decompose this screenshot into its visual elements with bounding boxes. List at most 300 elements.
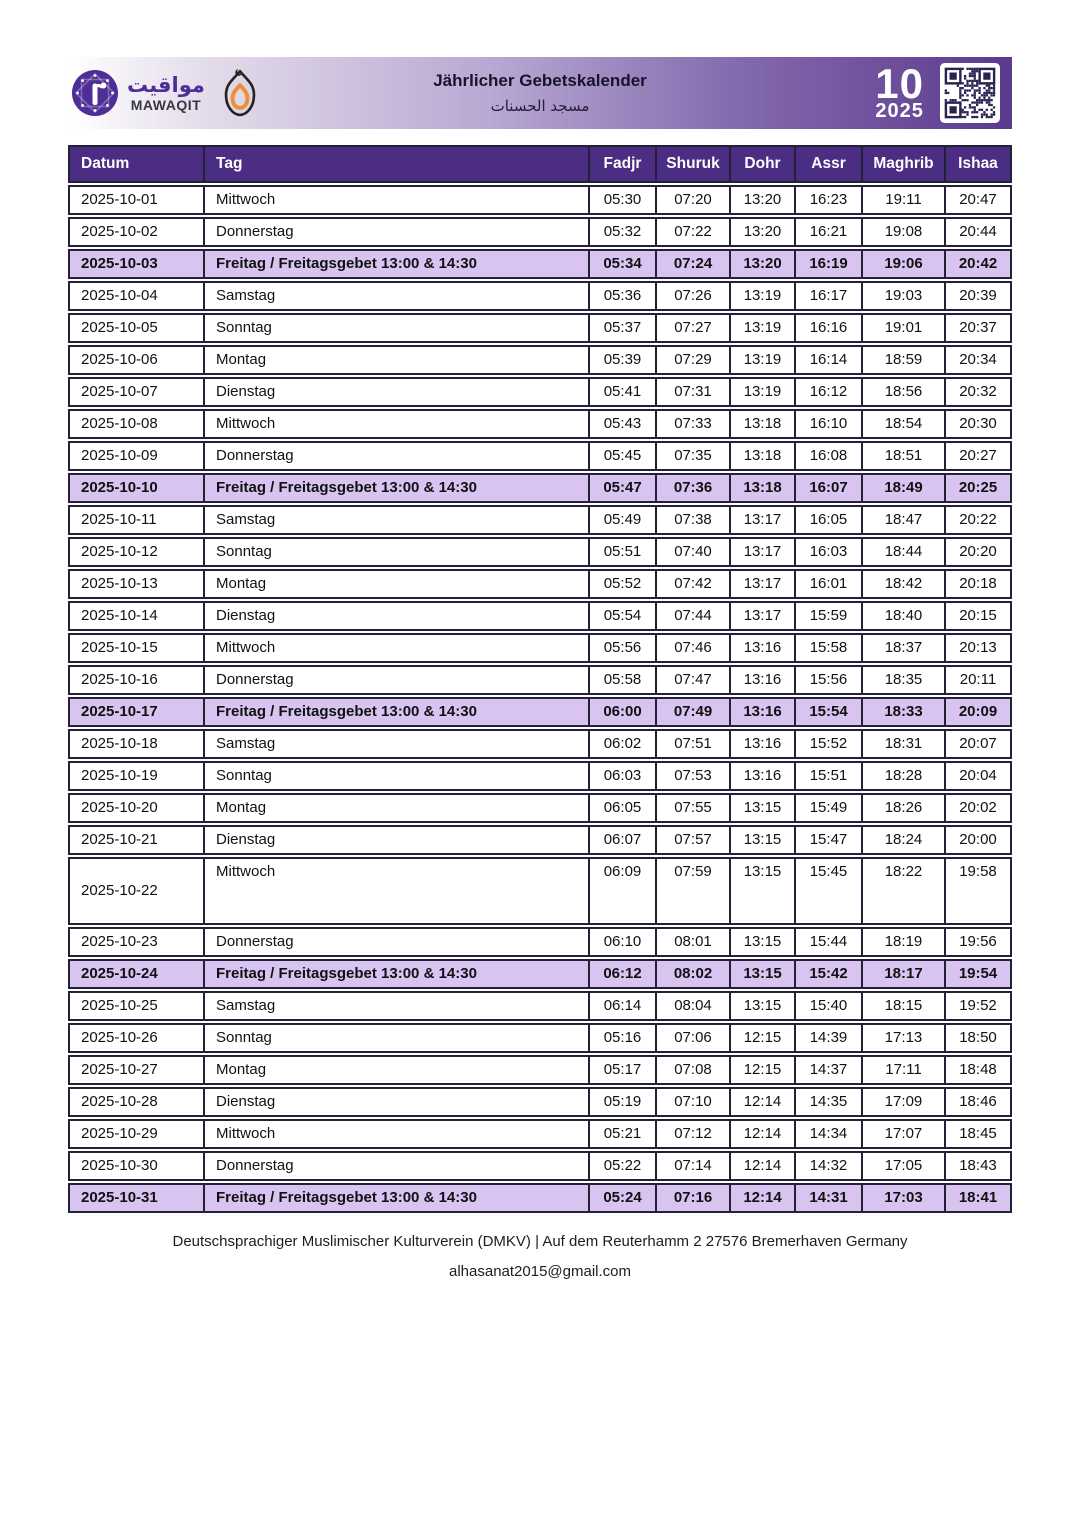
assr-cell: 14:34 bbox=[796, 1119, 863, 1149]
dohr-cell: 13:15 bbox=[731, 825, 796, 855]
mawaqit-arabic-wordmark: مواقيت bbox=[127, 72, 205, 97]
ishaa-cell: 18:45 bbox=[946, 1119, 1012, 1149]
col-header-shuruk: Shuruk bbox=[657, 145, 731, 183]
ishaa-cell: 20:20 bbox=[946, 537, 1012, 567]
col-header-fadjr: Fadjr bbox=[590, 145, 657, 183]
header-left-group bbox=[72, 65, 261, 121]
day-cell: Donnerstag bbox=[205, 665, 590, 695]
date-cell: 2025-10-26 bbox=[68, 1023, 205, 1053]
maghrib-cell: 19:06 bbox=[863, 249, 946, 279]
day-cell: Samstag bbox=[205, 729, 590, 759]
dohr-cell: 13:16 bbox=[731, 633, 796, 663]
col-header-assr: Assr bbox=[796, 145, 863, 183]
dohr-cell: 13:15 bbox=[731, 959, 796, 989]
maghrib-cell: 17:03 bbox=[863, 1183, 946, 1213]
dohr-cell: 13:18 bbox=[731, 441, 796, 471]
day-cell: Freitag / Freitagsgebet 13:00 & 14:30 bbox=[205, 473, 590, 503]
maghrib-cell: 18:49 bbox=[863, 473, 946, 503]
fadjr-cell: 05:37 bbox=[590, 313, 657, 343]
header-right-group bbox=[875, 59, 1000, 123]
table-row bbox=[68, 1087, 1012, 1117]
date-cell: 2025-10-13 bbox=[68, 569, 205, 599]
date-cell: 2025-10-07 bbox=[68, 377, 205, 407]
date-cell: 2025-10-11 bbox=[68, 505, 205, 535]
ishaa-cell: 19:54 bbox=[946, 959, 1012, 989]
year-number: 2025 bbox=[875, 100, 924, 123]
maghrib-cell: 19:08 bbox=[863, 217, 946, 247]
fadjr-cell: 05:30 bbox=[590, 185, 657, 215]
shuruk-cell: 07:55 bbox=[657, 793, 731, 823]
maghrib-cell: 18:15 bbox=[863, 991, 946, 1021]
day-cell: Montag bbox=[205, 345, 590, 375]
ishaa-cell: 19:52 bbox=[946, 991, 1012, 1021]
table-row bbox=[68, 927, 1012, 957]
shuruk-cell: 07:42 bbox=[657, 569, 731, 599]
dohr-cell: 13:19 bbox=[731, 345, 796, 375]
table-row bbox=[68, 313, 1012, 343]
date-cell: 2025-10-18 bbox=[68, 729, 205, 759]
date-cell: 2025-10-19 bbox=[68, 761, 205, 791]
date-cell: 2025-10-08 bbox=[68, 409, 205, 439]
shuruk-cell: 07:38 bbox=[657, 505, 731, 535]
date-cell: 2025-10-28 bbox=[68, 1087, 205, 1117]
table-row bbox=[68, 537, 1012, 567]
assr-cell: 15:52 bbox=[796, 729, 863, 759]
mosque-icon bbox=[219, 65, 261, 121]
fadjr-cell: 06:10 bbox=[590, 927, 657, 957]
ishaa-cell: 20:44 bbox=[946, 217, 1012, 247]
fadjr-cell: 06:07 bbox=[590, 825, 657, 855]
assr-cell: 16:16 bbox=[796, 313, 863, 343]
date-cell: 2025-10-09 bbox=[68, 441, 205, 471]
fadjr-cell: 05:43 bbox=[590, 409, 657, 439]
fadjr-cell: 06:12 bbox=[590, 959, 657, 989]
date-cell: 2025-10-05 bbox=[68, 313, 205, 343]
shuruk-cell: 07:47 bbox=[657, 665, 731, 695]
footer-email: alhasanat2015@gmail.com bbox=[449, 1263, 631, 1280]
maghrib-cell: 17:05 bbox=[863, 1151, 946, 1181]
day-cell: Sonntag bbox=[205, 313, 590, 343]
dohr-cell: 13:19 bbox=[731, 313, 796, 343]
ishaa-cell: 20:25 bbox=[946, 473, 1012, 503]
date-cell: 2025-10-27 bbox=[68, 1055, 205, 1085]
ishaa-cell: 20:37 bbox=[946, 313, 1012, 343]
ishaa-cell: 20:34 bbox=[946, 345, 1012, 375]
shuruk-cell: 07:46 bbox=[657, 633, 731, 663]
fadjr-cell: 05:39 bbox=[590, 345, 657, 375]
day-cell: Freitag / Freitagsgebet 13:00 & 14:30 bbox=[205, 697, 590, 727]
fadjr-cell: 05:54 bbox=[590, 601, 657, 631]
fadjr-cell: 06:00 bbox=[590, 697, 657, 727]
shuruk-cell: 07:14 bbox=[657, 1151, 731, 1181]
day-cell: Donnerstag bbox=[205, 441, 590, 471]
ishaa-cell: 18:46 bbox=[946, 1087, 1012, 1117]
dohr-cell: 13:16 bbox=[731, 665, 796, 695]
ishaa-cell: 18:48 bbox=[946, 1055, 1012, 1085]
table-row bbox=[68, 857, 1012, 925]
col-header-maghrib: Maghrib bbox=[863, 145, 946, 183]
table-row bbox=[68, 959, 1012, 989]
ishaa-cell: 18:43 bbox=[946, 1151, 1012, 1181]
assr-cell: 15:40 bbox=[796, 991, 863, 1021]
assr-cell: 15:47 bbox=[796, 825, 863, 855]
dohr-cell: 13:17 bbox=[731, 601, 796, 631]
day-cell: Dienstag bbox=[205, 1087, 590, 1117]
date-cell: 2025-10-03 bbox=[68, 249, 205, 279]
footer bbox=[68, 1233, 1012, 1280]
dohr-cell: 13:16 bbox=[731, 761, 796, 791]
assr-cell: 14:35 bbox=[796, 1087, 863, 1117]
fadjr-cell: 05:52 bbox=[590, 569, 657, 599]
col-header-datum: Datum bbox=[68, 145, 205, 183]
maghrib-cell: 18:22 bbox=[863, 857, 946, 925]
dohr-cell: 13:18 bbox=[731, 473, 796, 503]
dohr-cell: 13:15 bbox=[731, 857, 796, 925]
maghrib-cell: 19:03 bbox=[863, 281, 946, 311]
ishaa-cell: 20:39 bbox=[946, 281, 1012, 311]
maghrib-cell: 18:47 bbox=[863, 505, 946, 535]
shuruk-cell: 07:35 bbox=[657, 441, 731, 471]
fadjr-cell: 05:56 bbox=[590, 633, 657, 663]
dohr-cell: 13:17 bbox=[731, 569, 796, 599]
ishaa-cell: 20:04 bbox=[946, 761, 1012, 791]
maghrib-cell: 19:11 bbox=[863, 185, 946, 215]
maghrib-cell: 18:44 bbox=[863, 537, 946, 567]
assr-cell: 15:59 bbox=[796, 601, 863, 631]
maghrib-cell: 18:35 bbox=[863, 665, 946, 695]
assr-cell: 14:32 bbox=[796, 1151, 863, 1181]
fadjr-cell: 05:32 bbox=[590, 217, 657, 247]
table-row bbox=[68, 665, 1012, 695]
day-cell: Mittwoch bbox=[205, 857, 590, 925]
table-row bbox=[68, 697, 1012, 727]
assr-cell: 16:05 bbox=[796, 505, 863, 535]
col-header-tag: Tag bbox=[205, 145, 590, 183]
shuruk-cell: 07:16 bbox=[657, 1183, 731, 1213]
table-row bbox=[68, 991, 1012, 1021]
ishaa-cell: 20:07 bbox=[946, 729, 1012, 759]
table-row bbox=[68, 473, 1012, 503]
shuruk-cell: 07:20 bbox=[657, 185, 731, 215]
ishaa-cell: 18:50 bbox=[946, 1023, 1012, 1053]
assr-cell: 16:12 bbox=[796, 377, 863, 407]
maghrib-cell: 17:07 bbox=[863, 1119, 946, 1149]
day-cell: Freitag / Freitagsgebet 13:00 & 14:30 bbox=[205, 249, 590, 279]
maghrib-cell: 18:56 bbox=[863, 377, 946, 407]
assr-cell: 14:39 bbox=[796, 1023, 863, 1053]
shuruk-cell: 07:29 bbox=[657, 345, 731, 375]
shuruk-cell: 07:26 bbox=[657, 281, 731, 311]
ishaa-cell: 19:58 bbox=[946, 857, 1012, 925]
date-cell: 2025-10-20 bbox=[68, 793, 205, 823]
day-cell: Mittwoch bbox=[205, 185, 590, 215]
mawaqit-brand bbox=[72, 70, 205, 116]
fadjr-cell: 06:03 bbox=[590, 761, 657, 791]
day-cell: Freitag / Freitagsgebet 13:00 & 14:30 bbox=[205, 959, 590, 989]
assr-cell: 16:07 bbox=[796, 473, 863, 503]
dohr-cell: 13:17 bbox=[731, 537, 796, 567]
assr-cell: 16:21 bbox=[796, 217, 863, 247]
dohr-cell: 13:18 bbox=[731, 409, 796, 439]
assr-cell: 15:49 bbox=[796, 793, 863, 823]
table-row bbox=[68, 409, 1012, 439]
day-cell: Freitag / Freitagsgebet 13:00 & 14:30 bbox=[205, 1183, 590, 1213]
fadjr-cell: 05:34 bbox=[590, 249, 657, 279]
dohr-cell: 12:14 bbox=[731, 1119, 796, 1149]
shuruk-cell: 07:40 bbox=[657, 537, 731, 567]
fadjr-cell: 05:16 bbox=[590, 1023, 657, 1053]
table-row bbox=[68, 1119, 1012, 1149]
day-cell: Montag bbox=[205, 1055, 590, 1085]
col-header-dohr: Dohr bbox=[731, 145, 796, 183]
shuruk-cell: 07:27 bbox=[657, 313, 731, 343]
table-row bbox=[68, 793, 1012, 823]
date-cell: 2025-10-12 bbox=[68, 537, 205, 567]
date-cell: 2025-10-31 bbox=[68, 1183, 205, 1213]
assr-cell: 15:58 bbox=[796, 633, 863, 663]
day-cell: Dienstag bbox=[205, 825, 590, 855]
day-cell: Donnerstag bbox=[205, 927, 590, 957]
assr-cell: 16:23 bbox=[796, 185, 863, 215]
table-row bbox=[68, 185, 1012, 215]
maghrib-cell: 18:33 bbox=[863, 697, 946, 727]
shuruk-cell: 07:49 bbox=[657, 697, 731, 727]
assr-cell: 16:03 bbox=[796, 537, 863, 567]
assr-cell: 15:51 bbox=[796, 761, 863, 791]
ishaa-cell: 20:13 bbox=[946, 633, 1012, 663]
date-cell: 2025-10-02 bbox=[68, 217, 205, 247]
fadjr-cell: 05:17 bbox=[590, 1055, 657, 1085]
prayer-times-table bbox=[68, 143, 1012, 1215]
dohr-cell: 13:20 bbox=[731, 185, 796, 215]
dohr-cell: 12:14 bbox=[731, 1151, 796, 1181]
shuruk-cell: 07:53 bbox=[657, 761, 731, 791]
assr-cell: 16:14 bbox=[796, 345, 863, 375]
mawaqit-latin-wordmark: MAWAQIT bbox=[130, 96, 202, 113]
assr-cell: 16:19 bbox=[796, 249, 863, 279]
ishaa-cell: 20:00 bbox=[946, 825, 1012, 855]
shuruk-cell: 08:02 bbox=[657, 959, 731, 989]
dohr-cell: 13:20 bbox=[731, 249, 796, 279]
maghrib-cell: 18:24 bbox=[863, 825, 946, 855]
dohr-cell: 13:15 bbox=[731, 991, 796, 1021]
shuruk-cell: 07:51 bbox=[657, 729, 731, 759]
assr-cell: 15:42 bbox=[796, 959, 863, 989]
fadjr-cell: 05:36 bbox=[590, 281, 657, 311]
maghrib-cell: 19:01 bbox=[863, 313, 946, 343]
shuruk-cell: 07:57 bbox=[657, 825, 731, 855]
dohr-cell: 12:15 bbox=[731, 1055, 796, 1085]
shuruk-cell: 07:33 bbox=[657, 409, 731, 439]
ishaa-cell: 20:22 bbox=[946, 505, 1012, 535]
ishaa-cell: 20:09 bbox=[946, 697, 1012, 727]
dohr-cell: 13:15 bbox=[731, 793, 796, 823]
day-cell: Donnerstag bbox=[205, 1151, 590, 1181]
assr-cell: 15:54 bbox=[796, 697, 863, 727]
shuruk-cell: 07:36 bbox=[657, 473, 731, 503]
table-row bbox=[68, 505, 1012, 535]
table-row bbox=[68, 1183, 1012, 1213]
dohr-cell: 12:14 bbox=[731, 1087, 796, 1117]
shuruk-cell: 07:31 bbox=[657, 377, 731, 407]
assr-cell: 15:45 bbox=[796, 857, 863, 925]
col-header-ishaa: Ishaa bbox=[946, 145, 1012, 183]
assr-cell: 14:37 bbox=[796, 1055, 863, 1085]
ishaa-cell: 20:30 bbox=[946, 409, 1012, 439]
shuruk-cell: 07:10 bbox=[657, 1087, 731, 1117]
shuruk-cell: 07:08 bbox=[657, 1055, 731, 1085]
header-band bbox=[68, 57, 1012, 129]
day-cell: Samstag bbox=[205, 991, 590, 1021]
dohr-cell: 12:15 bbox=[731, 1023, 796, 1053]
table-row bbox=[68, 249, 1012, 279]
maghrib-cell: 18:51 bbox=[863, 441, 946, 471]
shuruk-cell: 08:01 bbox=[657, 927, 731, 957]
shuruk-cell: 07:24 bbox=[657, 249, 731, 279]
ishaa-cell: 20:42 bbox=[946, 249, 1012, 279]
assr-cell: 16:10 bbox=[796, 409, 863, 439]
fadjr-cell: 05:21 bbox=[590, 1119, 657, 1149]
mosque-name-arabic: مسجد الحسنات bbox=[490, 97, 590, 115]
date-cell: 2025-10-10 bbox=[68, 473, 205, 503]
date-cell: 2025-10-29 bbox=[68, 1119, 205, 1149]
assr-cell: 16:08 bbox=[796, 441, 863, 471]
fadjr-cell: 05:22 bbox=[590, 1151, 657, 1181]
dohr-cell: 13:15 bbox=[731, 927, 796, 957]
table-row bbox=[68, 761, 1012, 791]
maghrib-cell: 18:37 bbox=[863, 633, 946, 663]
fadjr-cell: 06:14 bbox=[590, 991, 657, 1021]
fadjr-cell: 05:58 bbox=[590, 665, 657, 695]
fadjr-cell: 05:41 bbox=[590, 377, 657, 407]
day-cell: Mittwoch bbox=[205, 633, 590, 663]
page-title: Jährlicher Gebetskalender bbox=[433, 71, 647, 90]
assr-cell: 16:17 bbox=[796, 281, 863, 311]
table-row bbox=[68, 1023, 1012, 1053]
day-cell: Samstag bbox=[205, 281, 590, 311]
day-cell: Dienstag bbox=[205, 377, 590, 407]
fadjr-cell: 05:19 bbox=[590, 1087, 657, 1117]
maghrib-cell: 18:54 bbox=[863, 409, 946, 439]
mawaqit-logo-icon bbox=[72, 70, 118, 116]
date-cell: 2025-10-04 bbox=[68, 281, 205, 311]
qr-code bbox=[940, 63, 1000, 123]
dohr-cell: 13:19 bbox=[731, 281, 796, 311]
table-row bbox=[68, 217, 1012, 247]
date-cell: 2025-10-06 bbox=[68, 345, 205, 375]
fadjr-cell: 06:05 bbox=[590, 793, 657, 823]
fadjr-cell: 05:24 bbox=[590, 1183, 657, 1213]
mawaqit-wordmark bbox=[127, 72, 205, 113]
date-cell: 2025-10-24 bbox=[68, 959, 205, 989]
footer-organization-address: Deutschsprachiger Muslimischer Kulturverein (DMKV) | Auf dem Reuterhamm 2 27576 Bremerhaven Germany bbox=[172, 1233, 908, 1250]
table-row bbox=[68, 825, 1012, 855]
day-cell: Mittwoch bbox=[205, 409, 590, 439]
dohr-cell: 13:20 bbox=[731, 217, 796, 247]
dohr-cell: 13:17 bbox=[731, 505, 796, 535]
maghrib-cell: 17:11 bbox=[863, 1055, 946, 1085]
date-cell: 2025-10-25 bbox=[68, 991, 205, 1021]
maghrib-cell: 18:17 bbox=[863, 959, 946, 989]
assr-cell: 14:31 bbox=[796, 1183, 863, 1213]
fadjr-cell: 05:47 bbox=[590, 473, 657, 503]
month-year-block bbox=[875, 59, 924, 123]
shuruk-cell: 08:04 bbox=[657, 991, 731, 1021]
assr-cell: 15:44 bbox=[796, 927, 863, 957]
day-cell: Mittwoch bbox=[205, 1119, 590, 1149]
maghrib-cell: 18:19 bbox=[863, 927, 946, 957]
fadjr-cell: 05:49 bbox=[590, 505, 657, 535]
fadjr-cell: 05:51 bbox=[590, 537, 657, 567]
shuruk-cell: 07:06 bbox=[657, 1023, 731, 1053]
table-row bbox=[68, 281, 1012, 311]
date-cell: 2025-10-16 bbox=[68, 665, 205, 695]
date-cell: 2025-10-23 bbox=[68, 927, 205, 957]
ishaa-cell: 19:56 bbox=[946, 927, 1012, 957]
maghrib-cell: 18:42 bbox=[863, 569, 946, 599]
table-row bbox=[68, 441, 1012, 471]
date-cell: 2025-10-22 bbox=[68, 857, 205, 925]
ishaa-cell: 20:15 bbox=[946, 601, 1012, 631]
date-cell: 2025-10-21 bbox=[68, 825, 205, 855]
fadjr-cell: 05:45 bbox=[590, 441, 657, 471]
day-cell: Dienstag bbox=[205, 601, 590, 631]
header-title-block bbox=[433, 71, 647, 115]
dohr-cell: 13:19 bbox=[731, 377, 796, 407]
maghrib-cell: 18:31 bbox=[863, 729, 946, 759]
ishaa-cell: 20:11 bbox=[946, 665, 1012, 695]
ishaa-cell: 20:27 bbox=[946, 441, 1012, 471]
fadjr-cell: 06:02 bbox=[590, 729, 657, 759]
maghrib-cell: 18:40 bbox=[863, 601, 946, 631]
ishaa-cell: 20:18 bbox=[946, 569, 1012, 599]
fadjr-cell: 06:09 bbox=[590, 857, 657, 925]
dohr-cell: 13:16 bbox=[731, 697, 796, 727]
day-cell: Samstag bbox=[205, 505, 590, 535]
assr-cell: 15:56 bbox=[796, 665, 863, 695]
table-row bbox=[68, 601, 1012, 631]
shuruk-cell: 07:12 bbox=[657, 1119, 731, 1149]
maghrib-cell: 17:13 bbox=[863, 1023, 946, 1053]
table-row bbox=[68, 1151, 1012, 1181]
ishaa-cell: 20:32 bbox=[946, 377, 1012, 407]
day-cell: Donnerstag bbox=[205, 217, 590, 247]
ishaa-cell: 18:41 bbox=[946, 1183, 1012, 1213]
table-row bbox=[68, 1055, 1012, 1085]
dohr-cell: 13:16 bbox=[731, 729, 796, 759]
date-cell: 2025-10-15 bbox=[68, 633, 205, 663]
ishaa-cell: 20:02 bbox=[946, 793, 1012, 823]
maghrib-cell: 18:28 bbox=[863, 761, 946, 791]
dohr-cell: 12:14 bbox=[731, 1183, 796, 1213]
maghrib-cell: 18:59 bbox=[863, 345, 946, 375]
table-header-row bbox=[68, 145, 1012, 183]
date-cell: 2025-10-14 bbox=[68, 601, 205, 631]
day-cell: Sonntag bbox=[205, 537, 590, 567]
date-cell: 2025-10-17 bbox=[68, 697, 205, 727]
table-row bbox=[68, 729, 1012, 759]
ishaa-cell: 20:47 bbox=[946, 185, 1012, 215]
day-cell: Sonntag bbox=[205, 761, 590, 791]
assr-cell: 16:01 bbox=[796, 569, 863, 599]
shuruk-cell: 07:22 bbox=[657, 217, 731, 247]
maghrib-cell: 17:09 bbox=[863, 1087, 946, 1117]
shuruk-cell: 07:44 bbox=[657, 601, 731, 631]
date-cell: 2025-10-30 bbox=[68, 1151, 205, 1181]
calendar-table-wrap bbox=[68, 143, 1012, 1215]
shuruk-cell: 07:59 bbox=[657, 857, 731, 925]
month-number: 10 bbox=[875, 59, 924, 107]
